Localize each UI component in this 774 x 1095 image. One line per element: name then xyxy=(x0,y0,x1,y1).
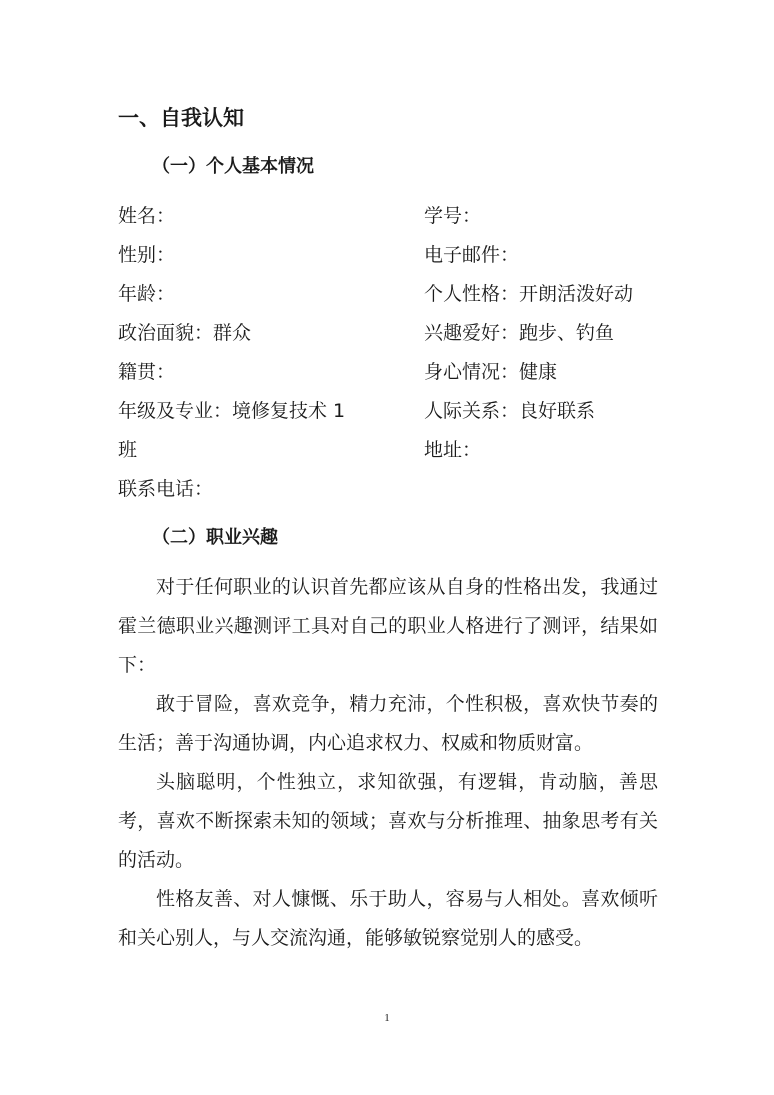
field-address: 地址： xyxy=(424,439,482,461)
field-grade-major-continued: 班 xyxy=(118,439,138,461)
field-personality: 个人性格：开朗活泼好动 xyxy=(424,283,634,305)
field-student-id: 学号： xyxy=(424,205,482,227)
field-gender: 性别： xyxy=(118,244,176,266)
section-heading: 一、自我认知 xyxy=(118,106,244,130)
field-native-place: 籍贯： xyxy=(118,361,176,383)
subsection-heading-career-interest: （二）职业兴趣 xyxy=(152,527,278,548)
field-relationships: 人际关系：良好联系 xyxy=(424,400,596,422)
field-phone: 联系电话： xyxy=(118,478,214,500)
paragraph-trait-social: 性格友善、对人慷慨、乐于助人，容易与人相处。喜欢倾听和关心别人，与人交流沟通，能够敏锐察觉别人的感受。 xyxy=(118,888,658,949)
field-political-status: 政治面貌：群众 xyxy=(118,322,252,344)
field-hobbies: 兴趣爱好：跑步、钓鱼 xyxy=(424,322,615,344)
subsection-heading-basic-info: （一）个人基本情况 xyxy=(152,156,314,177)
field-name: 姓名： xyxy=(118,205,176,227)
paragraph-trait-investigative: 头脑聪明，个性独立，求知欲强，有逻辑，肯动脑，善思考，喜欢不断探索未知的领域；喜欢与分析推理、抽象思考有关的活动。 xyxy=(118,771,658,871)
paragraph-intro: 对于任何职业的认识首先都应该从自身的性格出发，我通过霍兰德职业兴趣测评工具对自己的职业人格进行了测评，结果如下： xyxy=(118,576,658,676)
field-health: 身心情况：健康 xyxy=(424,361,558,383)
field-email: 电子邮件： xyxy=(424,244,520,266)
field-age: 年龄： xyxy=(118,283,176,305)
page-number: 1 xyxy=(384,1012,390,1024)
field-grade-major: 年级及专业：境修复技术 1 xyxy=(118,400,346,422)
paragraph-trait-enterprising: 敢于冒险，喜欢竞争，精力充沛，个性积极，喜欢快节奏的生活；善于沟通协调，内心追求权力、权威和物质财富。 xyxy=(118,693,658,754)
